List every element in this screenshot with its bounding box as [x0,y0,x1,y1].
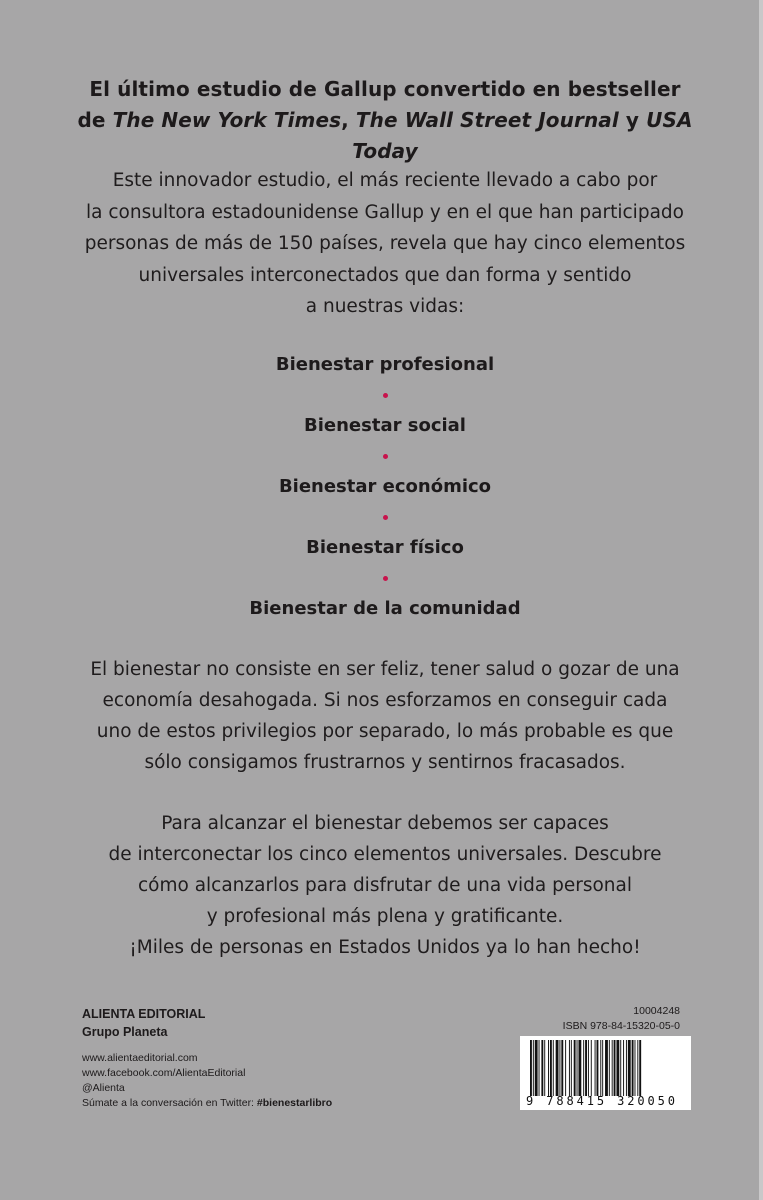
paragraph-achieve [40,808,730,963]
publisher-imprint [82,1005,205,1041]
headline-de: de [77,108,113,132]
barcode-bar [571,1040,572,1096]
barcode-bar [583,1040,584,1096]
hashtag-link[interactable]: #bienestarlibro [256,1097,333,1109]
pillar-physical: Bienestar físico [306,537,464,558]
barcode-bar [561,1040,563,1096]
headline-y: y [618,108,647,132]
headline-nyt: The New York Times [112,108,342,132]
barcode-bar [553,1040,554,1096]
bullet-separator [180,563,590,594]
barcode-bar [539,1040,540,1096]
barcode-bar [578,1040,581,1096]
product-code: 10004248 [633,1005,680,1017]
barcode-bar [620,1040,621,1096]
barcode-bar [600,1040,601,1096]
barcode-bar [626,1040,627,1096]
headline [60,74,710,167]
bullet-dot-icon [383,515,388,520]
headline-line-2 [60,105,710,167]
bullet-separator [180,380,590,411]
barcode-bar [559,1040,560,1096]
pillar-social: Bienestar social [304,415,466,436]
bullet-separator [180,441,590,472]
barcode-bar [602,1040,603,1096]
barcode-bar [591,1040,592,1096]
barcode-bars-icon [526,1040,686,1096]
social-handle: @Alienta [82,1082,125,1094]
barcode-bar [544,1040,545,1096]
intro-line: la consultora estadounidense Gallup y en el que han participado [86,201,684,223]
barcode-bar [605,1040,608,1096]
pillar-community: Bienestar de la comunidad [249,598,521,619]
publisher-group: Grupo Planeta [82,1025,168,1039]
intro-line: personas de más de 150 países, revela que hay cinco elementos [84,233,686,254]
barcode-bar [585,1040,587,1096]
intro-paragraph [60,165,710,323]
pillar-economic: Bienestar económico [278,476,492,497]
intro-line: Este innovador estudio, el más reciente llevado a cabo por [112,170,658,191]
barcode-bar [548,1040,549,1096]
barcode-bar [609,1040,610,1096]
barcode-bar [588,1040,589,1096]
paragraph-line: economía desahogada. Si nos esforzamos en conseguir cada [102,690,668,711]
twitter-prefix: Súmate a la conversación en Twitter: [82,1097,257,1109]
barcode-bar [530,1040,532,1096]
barcode-bar [565,1040,566,1096]
bullet-dot-icon [383,576,388,581]
barcode-bar [556,1040,559,1096]
pillar-professional: Bienestar profesional [275,354,495,375]
isbn-number: ISBN 978-84-15320-05-0 [562,1020,680,1032]
barcode-bar [535,1040,538,1096]
barcode [520,1036,691,1110]
headline-line-1: El último estudio de Gallup convertido en bestseller [89,77,681,101]
barcode-bar [612,1040,613,1096]
cover-edge [759,0,763,1200]
intro-line: a nuestras vidas: [305,296,465,317]
bullet-separator [180,502,590,533]
paragraph-line: sólo consigamos frustrarnos y sentirnos fracasados. [144,752,626,773]
barcode-bar [632,1040,634,1096]
paragraph-wellbeing [40,654,730,778]
pillars-list [180,350,590,624]
publisher-links [82,1051,332,1111]
barcode-bar [623,1040,624,1096]
headline-usa-today: USA Today [352,108,693,163]
paragraph-line: cómo alcanzarlos para disfrutar de una vida personal [137,875,632,896]
barcode-bar [616,1040,619,1096]
paragraph-line: y profesional más plena y gratificante. [206,906,564,927]
intro-line: universales interconectados que dan forma y sentido [138,264,632,286]
barcode-bar [597,1040,599,1096]
website-link[interactable]: www.alientaeditorial.com [82,1052,198,1064]
paragraph-line: Para alcanzar el bienestar debemos ser capaces [161,813,609,834]
bullet-dot-icon [383,393,388,398]
barcode-bar [541,1040,543,1096]
paragraph-line: El bienestar no consiste en ser feliz, tener salud o gozar de una [90,659,680,680]
paragraph-line: de interconectar los cinco elementos universales. Descubre [108,844,662,865]
facebook-link[interactable]: www.facebook.com/AlientaEditorial [82,1067,246,1079]
barcode-bar [635,1040,636,1096]
barcode-bar [628,1040,631,1096]
barcode-bar [533,1040,534,1096]
barcode-bar [569,1040,570,1096]
headline-wsj: The Wall Street Journal [355,108,619,132]
paragraph-line: ¡Miles de personas en Estados Unidos ya lo han hecho! [129,937,641,958]
barcode-bar [550,1040,552,1096]
barcode-digits: 9 788415 320050 [526,1094,678,1108]
barcode-bar [574,1040,576,1096]
publisher-name: ALIENTA EDITORIAL [82,1007,206,1021]
bullet-dot-icon [383,454,388,459]
barcode-bar [577,1040,578,1096]
paragraph-line: uno de estos privilegios por separado, lo más probable es que [96,721,674,742]
headline-comma: , [341,108,356,132]
barcode-bar [637,1040,638,1096]
twitter-line [82,1096,332,1111]
isbn-block [520,1004,680,1034]
barcode-bar [595,1040,596,1096]
barcode-bar [614,1040,616,1096]
barcode-bar [639,1040,641,1096]
